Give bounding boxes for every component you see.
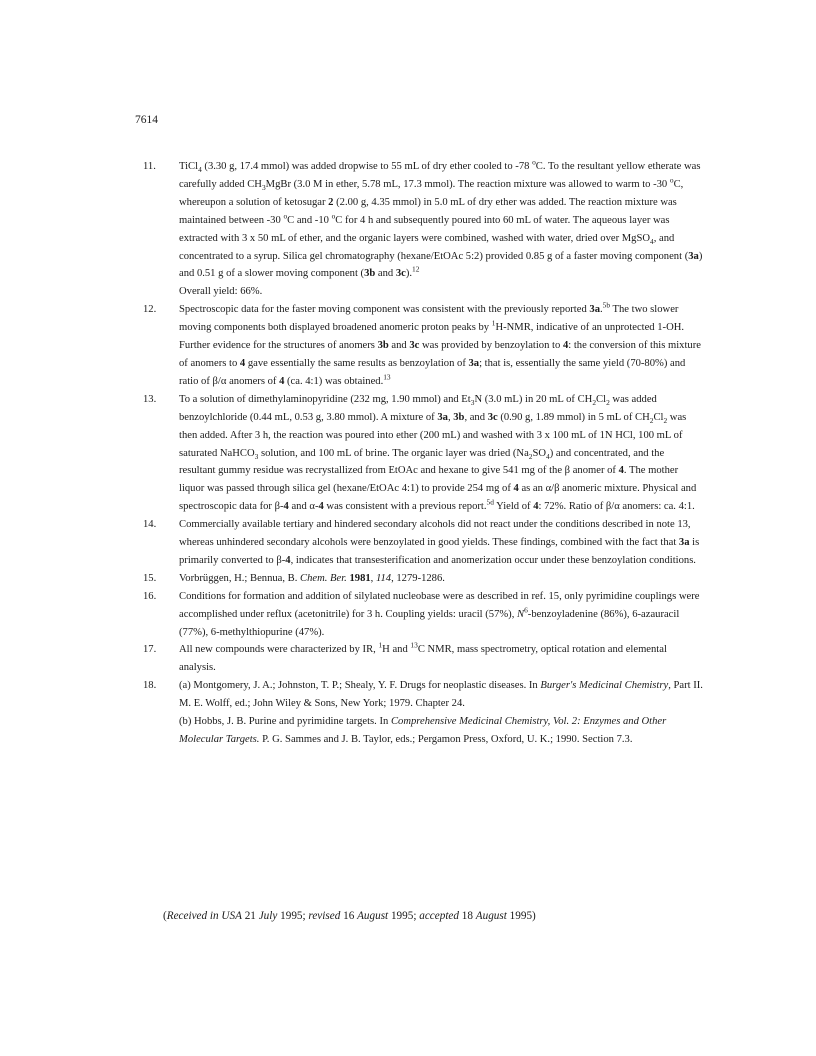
note-item xyxy=(143,677,703,749)
note-number: 16. xyxy=(143,590,157,602)
note-item xyxy=(143,588,703,642)
note-text: (a) Montgomery, J. A.; Johnston, T. P.; Shealy, Y. F. Drugs for neoplastic diseases. In Burger's Medicinal Chemistry, Part II. M. E. Wolff, ed.; John Wiley & Sons, New York; 1979. Chapter 24. (b) Hobbs, J. B. Purine and pyrimidine targets. In Comprehensive Medicinal Chemistry, Vol. 2: Enzymes and Other Molecular Targets. P. G. Sammes and J. B. Taylor, eds.; Pergamon Press, Oxford, U. K.; 1990. Section 7.3. xyxy=(179,680,703,745)
note-number: 18. xyxy=(143,680,157,692)
page-number: 7614 xyxy=(135,114,158,126)
note-item xyxy=(143,391,703,516)
note-number: 15. xyxy=(143,572,157,584)
note-item xyxy=(143,158,703,301)
note-text: All new compounds were characterized by IR, $^1$H and $^{13}$C NMR, mass spectrometry, optical rotation and elemental analysis. xyxy=(179,640,667,674)
reference-notes-list xyxy=(143,158,703,749)
note-item xyxy=(143,301,703,391)
note-number: 12. xyxy=(143,304,157,316)
note-item xyxy=(143,641,703,677)
received-dates-footer: (Received in USA 21 July 1995; revised 16 August 1995; accepted 18 August 1995) xyxy=(163,910,536,922)
note-text: To a solution of dimethylaminopyridine (232 mg, 1.90 mmol) and $Et_3N$ (3.0 mL) in 20 mL of $CH_2Cl_2$ was added benzoylchloride (0.44 mL, 0.53 g, 3.80 mmol). A mixture of 3a, 3b, and 3c (0.90 g, 1.89 mmol) in 5 mL of $CH_2Cl_2$ was then added. After 3 h, the reaction was poured into ether (200 mL) and washed with 3 x 100 mL of 1N HCl, 100 mL of saturated NaHCO$_3$ solution, and 100 mL of brine. The organic layer was dried $(Na_2SO_4)$ and concentrated, and the resultant gummy residue was recrystallized from EtOAc and hexane to give 541 mg of the β anomer of 4. The mother liquor was passed through silica gel (hexane/EtOAc 4:1) to provide 254 mg of 4 as an α/β anomeric mixture. Physical and spectroscopic data for β-4 and α-4 was consistent with a previous report.$^{5d}$ Yield of 4: 72%. Ratio of β/α anomers: ca. 4:1. xyxy=(179,393,697,513)
note-text: TiCl$_4$ (3.30 g, 17.4 mmol) was added dropwise to 55 mL of dry ether cooled to -78 $^o$C. To the resultant yellow etherate was carefully added $CH_3MgBr$ (3.0 M in ether, 5.78 mL, 17.3 mmol). The reaction mixture was allowed to warm to -30 $^o$C, whereupon a solution of ketosugar 2 (2.00 g, 4.35 mmol) in 5.0 mL of dry ether was added. The reaction mixture was maintained between -30 $^o$C and -10 $^o$C for 4 h and subsequently poured into 60 mL of water. The aqueous layer was extracted with 3 x 50 mL of ether, and the organic layers were combined, washed with water, dried over MgSO$_4$, and concentrated to a syrup. Silica gel chromatography (hexane/EtOAc 5:2) provided 0.85 g of a faster moving component (3a) and 0.51 g of a slower moving component (3b and 3c).$^{12}$ Overall yield: 66%. xyxy=(179,157,703,298)
note-number: 14. xyxy=(143,519,157,531)
note-item xyxy=(143,570,703,588)
note-item xyxy=(143,516,703,570)
note-number: 13. xyxy=(143,393,157,405)
note-number: 17. xyxy=(143,644,157,656)
note-text: Commercially available tertiary and hindered secondary alcohols did not react under the conditions described in note 13, whereas unhindered secondary alcohols were benzoylated in good yields. These findings, combined with the fact that 3a is primarily converted to β-4, indicates that transesterification and anomerization occur under these benzoylation conditions. xyxy=(179,519,700,566)
note-number: 11. xyxy=(143,161,156,172)
note-text: Conditions for formation and addition of silylated nucleobase were as described in ref. 15, only pyrimidine couplings were accomplished under reflux (acetonitrile) for 3 h. Coupling yields: uracil (57%), $N^6$-benzoyladenine (86%), 6-azauracil (77%), 6-methylthiopurine (47%). xyxy=(179,590,700,638)
note-text: Vorbrüggen, H.; Bennua, B. Chem. Ber. 1981, 114, 1279-1286. xyxy=(179,572,445,584)
note-text: Spectroscopic data for the faster moving component was consistent with the previously reported 3a.$^{5b}$ The two slower moving components both displayed broadened anomeric proton peaks by $^1$H-NMR, indicative of an unprotected 1-OH. Further evidence for the structures of anomers 3b and 3c was provided by benzoylation to 4: the conversion of this mixture of anomers to 4 gave essentially the same results as benzoylation of 3a; that is, essentially the same yield (70-80%) and ratio of β/α anomers of 4 (ca. 4:1) was obtained.$^{13}$ xyxy=(179,300,701,387)
